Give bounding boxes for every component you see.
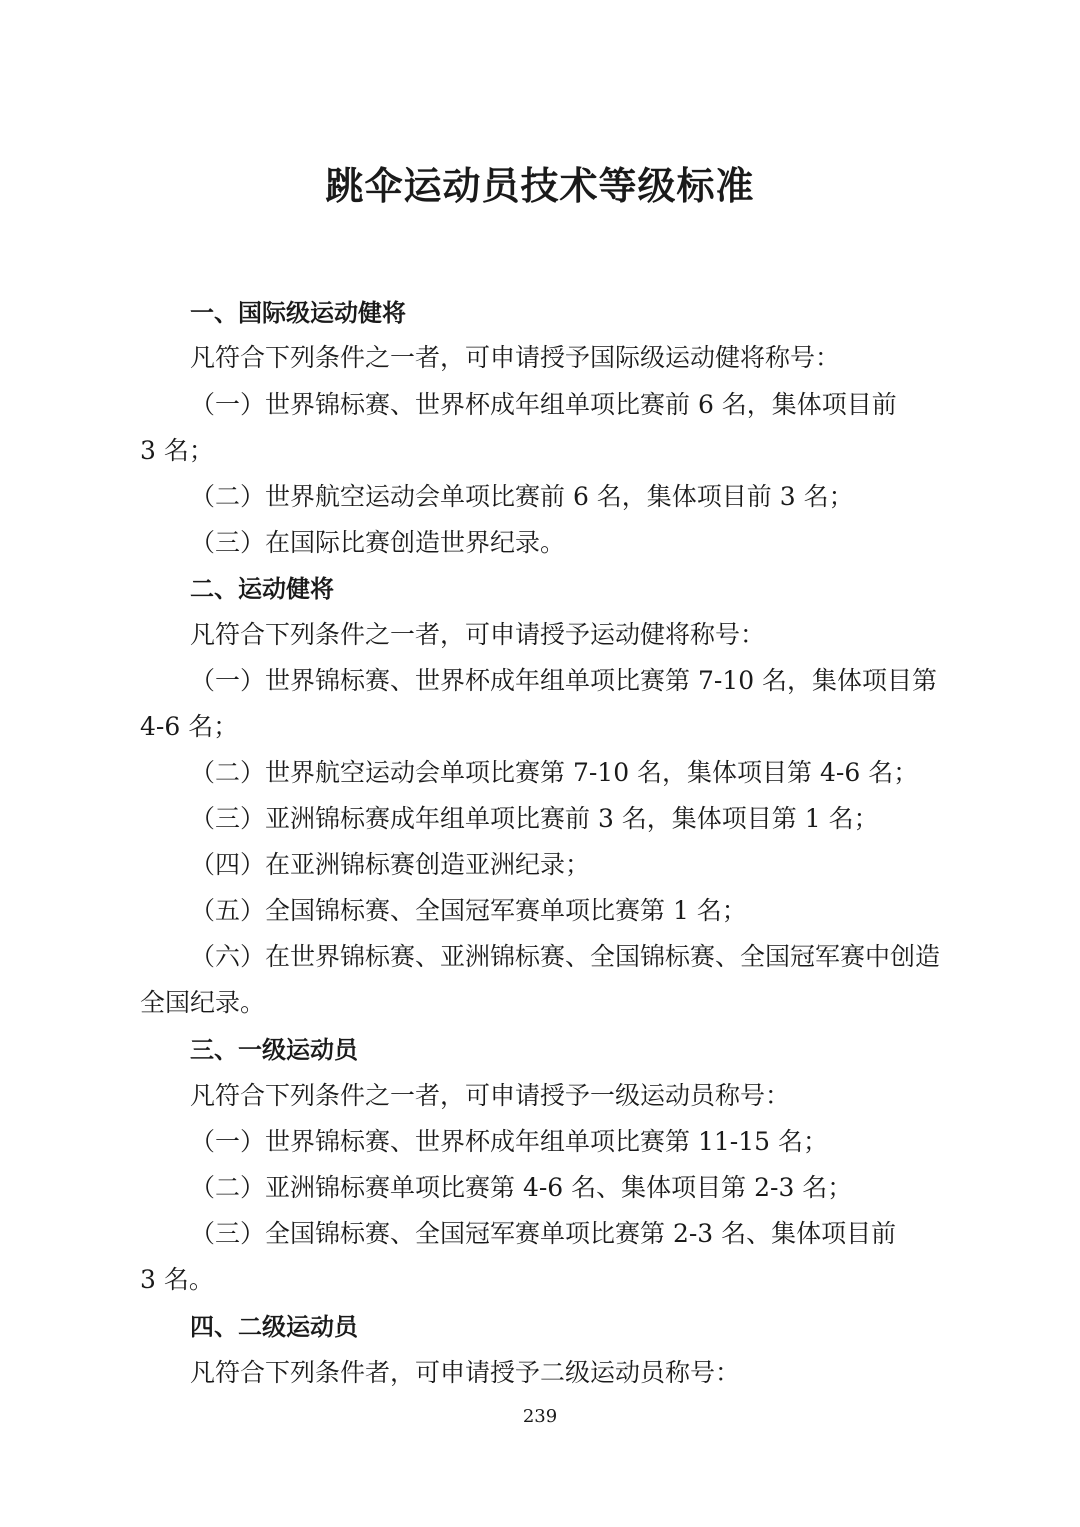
list-item-continuation: 全国纪录。 (140, 988, 266, 1017)
list-item: （四）在亚洲锦标赛创造亚洲纪录； (190, 850, 591, 879)
section-intro: 凡符合下列条件者，可申请授予二级运动员称号： (190, 1358, 741, 1387)
list-item: （一）世界锦标赛、世界杯成年组单项比赛前 6 名，集体项目前 (190, 390, 897, 419)
section-intro: 凡符合下列条件之一者，可申请授予国际级运动健将称号： (190, 343, 841, 372)
page-number: 239 (522, 1406, 558, 1427)
list-item: （三）亚洲锦标赛成年组单项比赛前 3 名，集体项目第 1 名； (190, 804, 879, 833)
section-intro: 凡符合下列条件之一者，可申请授予一级运动员称号： (190, 1081, 791, 1110)
list-item: （六）在世界锦标赛、亚洲锦标赛、全国锦标赛、全国冠军赛中创造 (190, 942, 941, 971)
list-item-continuation: 4-6 名； (140, 712, 239, 741)
section-heading: 二、运动健将 (190, 575, 334, 603)
document-title: 跳伞运动员技术等级标准 (325, 164, 755, 208)
list-item: （三）全国锦标赛、全国冠军赛单项比赛第 2-3 名、集体项目前 (190, 1219, 897, 1248)
list-item: （三）在国际比赛创造世界纪录。 (190, 528, 566, 557)
list-item: （五）全国锦标赛、全国冠军赛单项比赛第 1 名； (190, 896, 747, 925)
list-item: （二）世界航空运动会单项比赛第 7-10 名，集体项目第 4-6 名； (190, 758, 919, 787)
section-intro: 凡符合下列条件之一者，可申请授予运动健将称号： (190, 620, 766, 649)
list-item-continuation: 3 名； (140, 436, 214, 465)
list-item: （二）世界航空运动会单项比赛前 6 名，集体项目前 3 名； (190, 482, 854, 511)
list-item: （一）世界锦标赛、世界杯成年组单项比赛第 7-10 名，集体项目第 (190, 666, 938, 695)
list-item: （一）世界锦标赛、世界杯成年组单项比赛第 11-15 名； (190, 1127, 828, 1156)
section-heading: 三、一级运动员 (190, 1036, 358, 1064)
list-item: （二）亚洲锦标赛单项比赛第 4-6 名、集体项目第 2-3 名； (190, 1173, 853, 1202)
list-item-continuation: 3 名。 (140, 1265, 214, 1294)
section-heading: 四、二级运动员 (190, 1313, 358, 1341)
section-heading: 一、国际级运动健将 (190, 299, 406, 327)
